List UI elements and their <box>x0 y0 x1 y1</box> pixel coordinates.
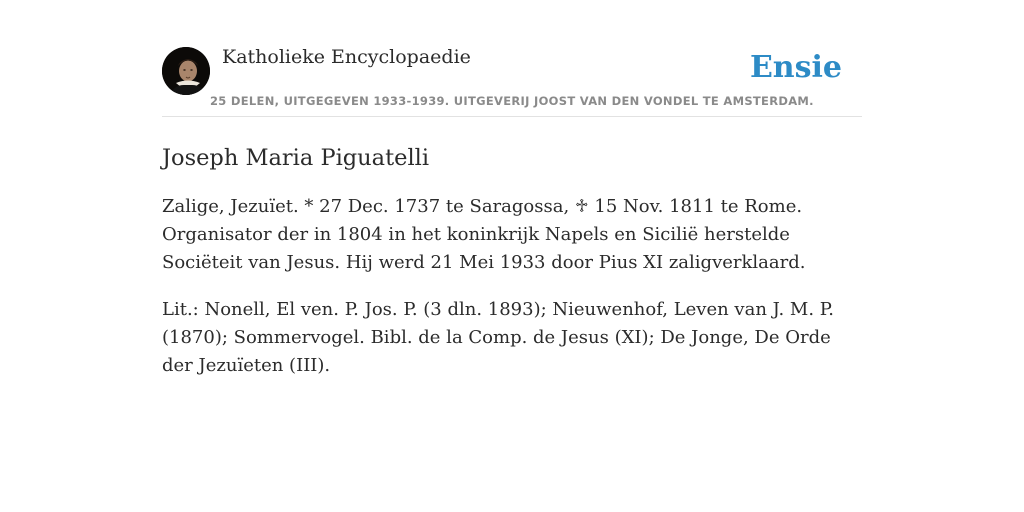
portrait-icon <box>162 47 210 95</box>
avatar[interactable] <box>162 47 210 95</box>
site-header <box>162 0 862 117</box>
brand-logo-link[interactable]: Ensie <box>749 50 842 85</box>
literature-paragraph: Lit.: Nonell, El ven. P. Jos. P. (3 dln. 1893); Nieuwenhof, Leven van J. M. P. (1870); Sommervogel. Bibl. de la Comp. de Jesus (XI); De Jonge, De Orde der Jezuïeten (III). <box>162 299 834 376</box>
publication-subtitle: 25 DELEN, UITGEGEVEN 1933-1939. UITGEVERIJ JOOST VAN DEN VONDEL TE AMSTERDAM. <box>210 94 814 108</box>
content-container <box>162 0 862 380</box>
article-paragraph: Zalige, Jezuïet. * 27 Dec. 1737 te Saragossa, ♱ 15 Nov. 1811 te Rome. Organisator der in 1804 in het koninkrijk Napels en Sicilië herstelde Sociëteit van Jesus. Hij werd 21 Mei 1933 door Pius XI zaligverklaard. <box>162 196 806 273</box>
article-title: Joseph Maria Piguatelli <box>162 145 430 171</box>
site-title[interactable]: Katholieke Encyclopaedie <box>222 46 471 68</box>
